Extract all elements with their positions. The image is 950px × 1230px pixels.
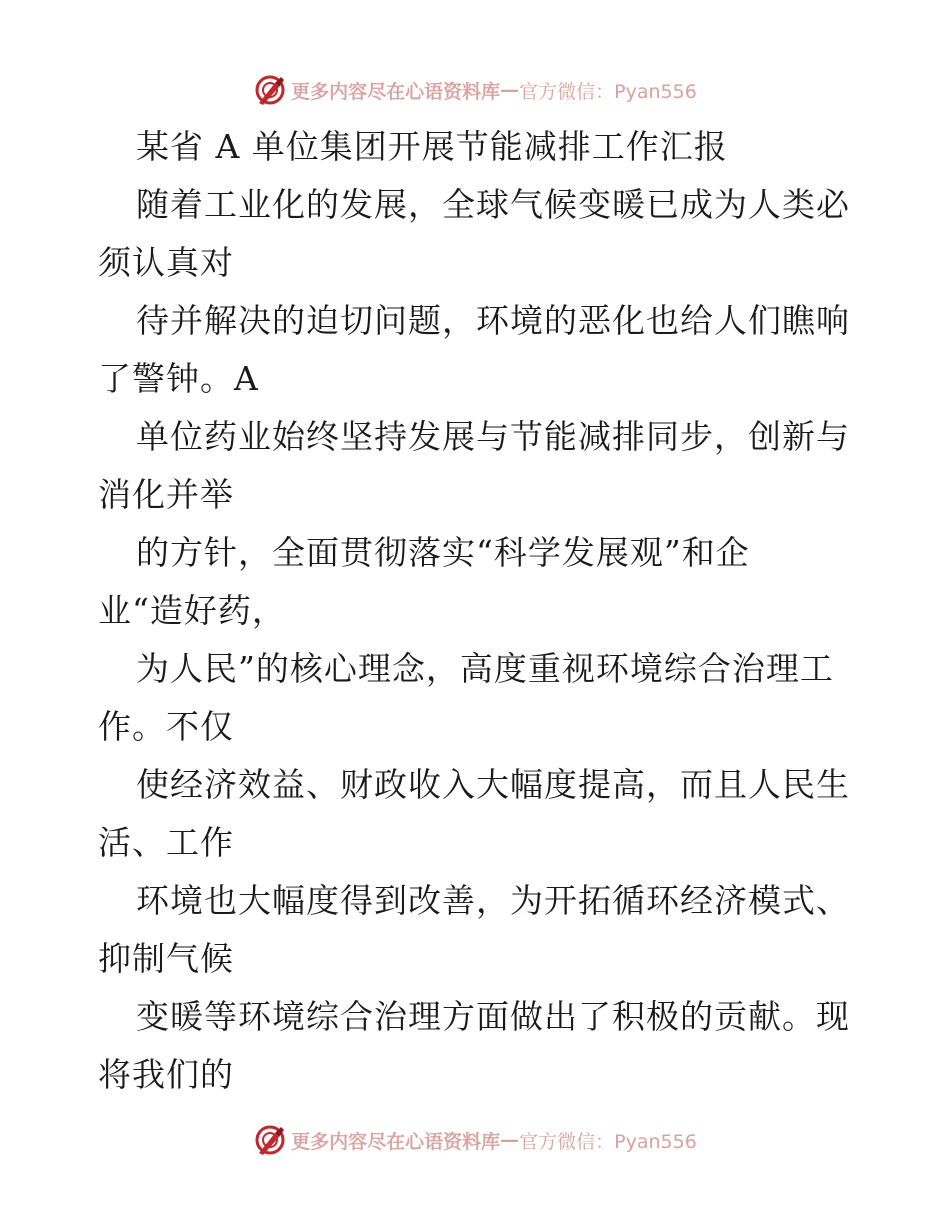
pen-logo-icon [253, 1123, 287, 1157]
banner-brand-text: 更多内容尽在心语资料库 [291, 80, 501, 103]
paragraph-line: 须认真对 [98, 243, 234, 282]
paragraph-line: 业“造好药， [98, 591, 286, 630]
paragraph-line: 活、工作 [98, 823, 234, 862]
pen-logo-icon [253, 73, 287, 107]
paragraph-line: 环境也大幅度得到改善，为开拓循环经济模式、 [136, 881, 850, 920]
paragraph-line: 了警钟。A [98, 359, 259, 398]
banner-contact-text: 官方微信：Pyan556 [519, 80, 697, 103]
paragraph-line: 将我们的 [98, 1055, 234, 1094]
paragraph-line: 抑制气候 [98, 939, 234, 978]
paragraph-line: 随着工业化的发展，全球气候变暖已成为人类必 [136, 185, 850, 224]
paragraph-line: 消化并举 [98, 475, 234, 514]
paragraph-line: 的方针，全面贯彻落实“科学发展观”和企 [136, 533, 750, 572]
paragraph-line: 变暖等环境综合治理方面做出了积极的贡献。现 [136, 997, 850, 1036]
header-watermark-banner [0, 68, 950, 112]
banner-separator: — [500, 79, 520, 101]
footer-watermark-banner [0, 1118, 950, 1162]
paragraph-line: 为人民”的核心理念，高度重视环境综合治理工 [136, 649, 834, 688]
paragraph-line: 待并解决的迫切问题，环境的恶化也给人们瞧响 [136, 301, 850, 340]
paragraph-line: 单位药业始终坚持发展与节能减排同步，创新与 [136, 417, 850, 456]
banner-brand-text: 更多内容尽在心语资料库 [291, 1130, 501, 1153]
banner-contact-text: 官方微信：Pyan556 [519, 1130, 697, 1153]
paragraph-line: 作。不仅 [98, 707, 234, 746]
document-body [98, 118, 858, 1104]
document-title: 某省 A 单位集团开展节能减排工作汇报 [136, 127, 728, 166]
banner-separator: — [500, 1129, 520, 1151]
paragraph-line: 使经济效益、财政收入大幅度提高，而且人民生 [136, 765, 850, 804]
